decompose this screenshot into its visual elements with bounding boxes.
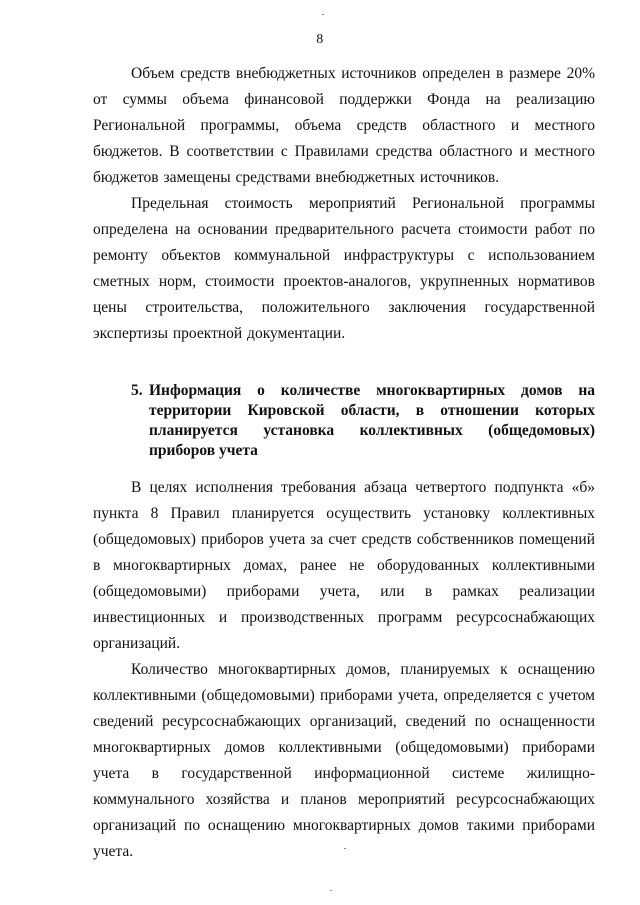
- section-heading: [93, 381, 595, 461]
- page-number: 8: [316, 32, 324, 47]
- paragraph-funding-sources: Объем средств внебюджетных источников определен в размере 20% от суммы объема финансовой поддержки Фонда на реализацию Региональной программы, объема средств областного и местного бюджетов. В соответствии с Правилами средства областного и местного бюджетов замещены средствами внебюджетных источников.: [93, 65, 595, 186]
- paragraph-meter-installation: В целях исполнения требования абзаца четвертого подпункта «б» пункта 8 Правил планируется осуществить установку коллективных (общедомовых) приборов учета за счет средств собственников помещений в многоквартирных домах, ранее не оборудованных коллективными (общедомовыми) приборами учета, или в рамках реализации инвестиционных и производственных программ ресурсоснабжающих организаций.: [93, 479, 595, 652]
- page-body: [93, 61, 595, 865]
- scan-speck: [344, 848, 346, 849]
- section-title: Информация о количестве многоквартирных домов на территории Кировской области, в отношении которых планируется установка коллективных (общедомовых) приборов учета: [149, 382, 595, 459]
- paragraph-cost-estimation: Предельная стоимость мероприятий Региональной программы определена на основании предварительного расчета стоимости работ по ремонту объектов коммунальной инфраструктуры с использованием сметных норм, стоимости проектов-аналогов, укрупненных нормативов цены строительства, положительного заключения государственной экспертизы проектной документации.: [93, 195, 595, 342]
- paragraph-building-count: Количество многоквартирных домов, планируемых к оснащению коллективными (общедомовыми) приборами учета, определяется с учетом сведений ресурсоснабжающих организаций, сведений по оснащенности многоквартирных домов коллективными (общедомовыми) приборами учета в государственной информационной системе жилищно-коммунального хозяйства и планов мероприятий ресурсоснабжающих организаций по оснащению многоквартирных домов такими приборами учета.: [93, 661, 595, 860]
- scan-speck: [330, 890, 332, 891]
- section-number: 5.: [131, 382, 143, 399]
- scan-speck: [322, 14, 324, 15]
